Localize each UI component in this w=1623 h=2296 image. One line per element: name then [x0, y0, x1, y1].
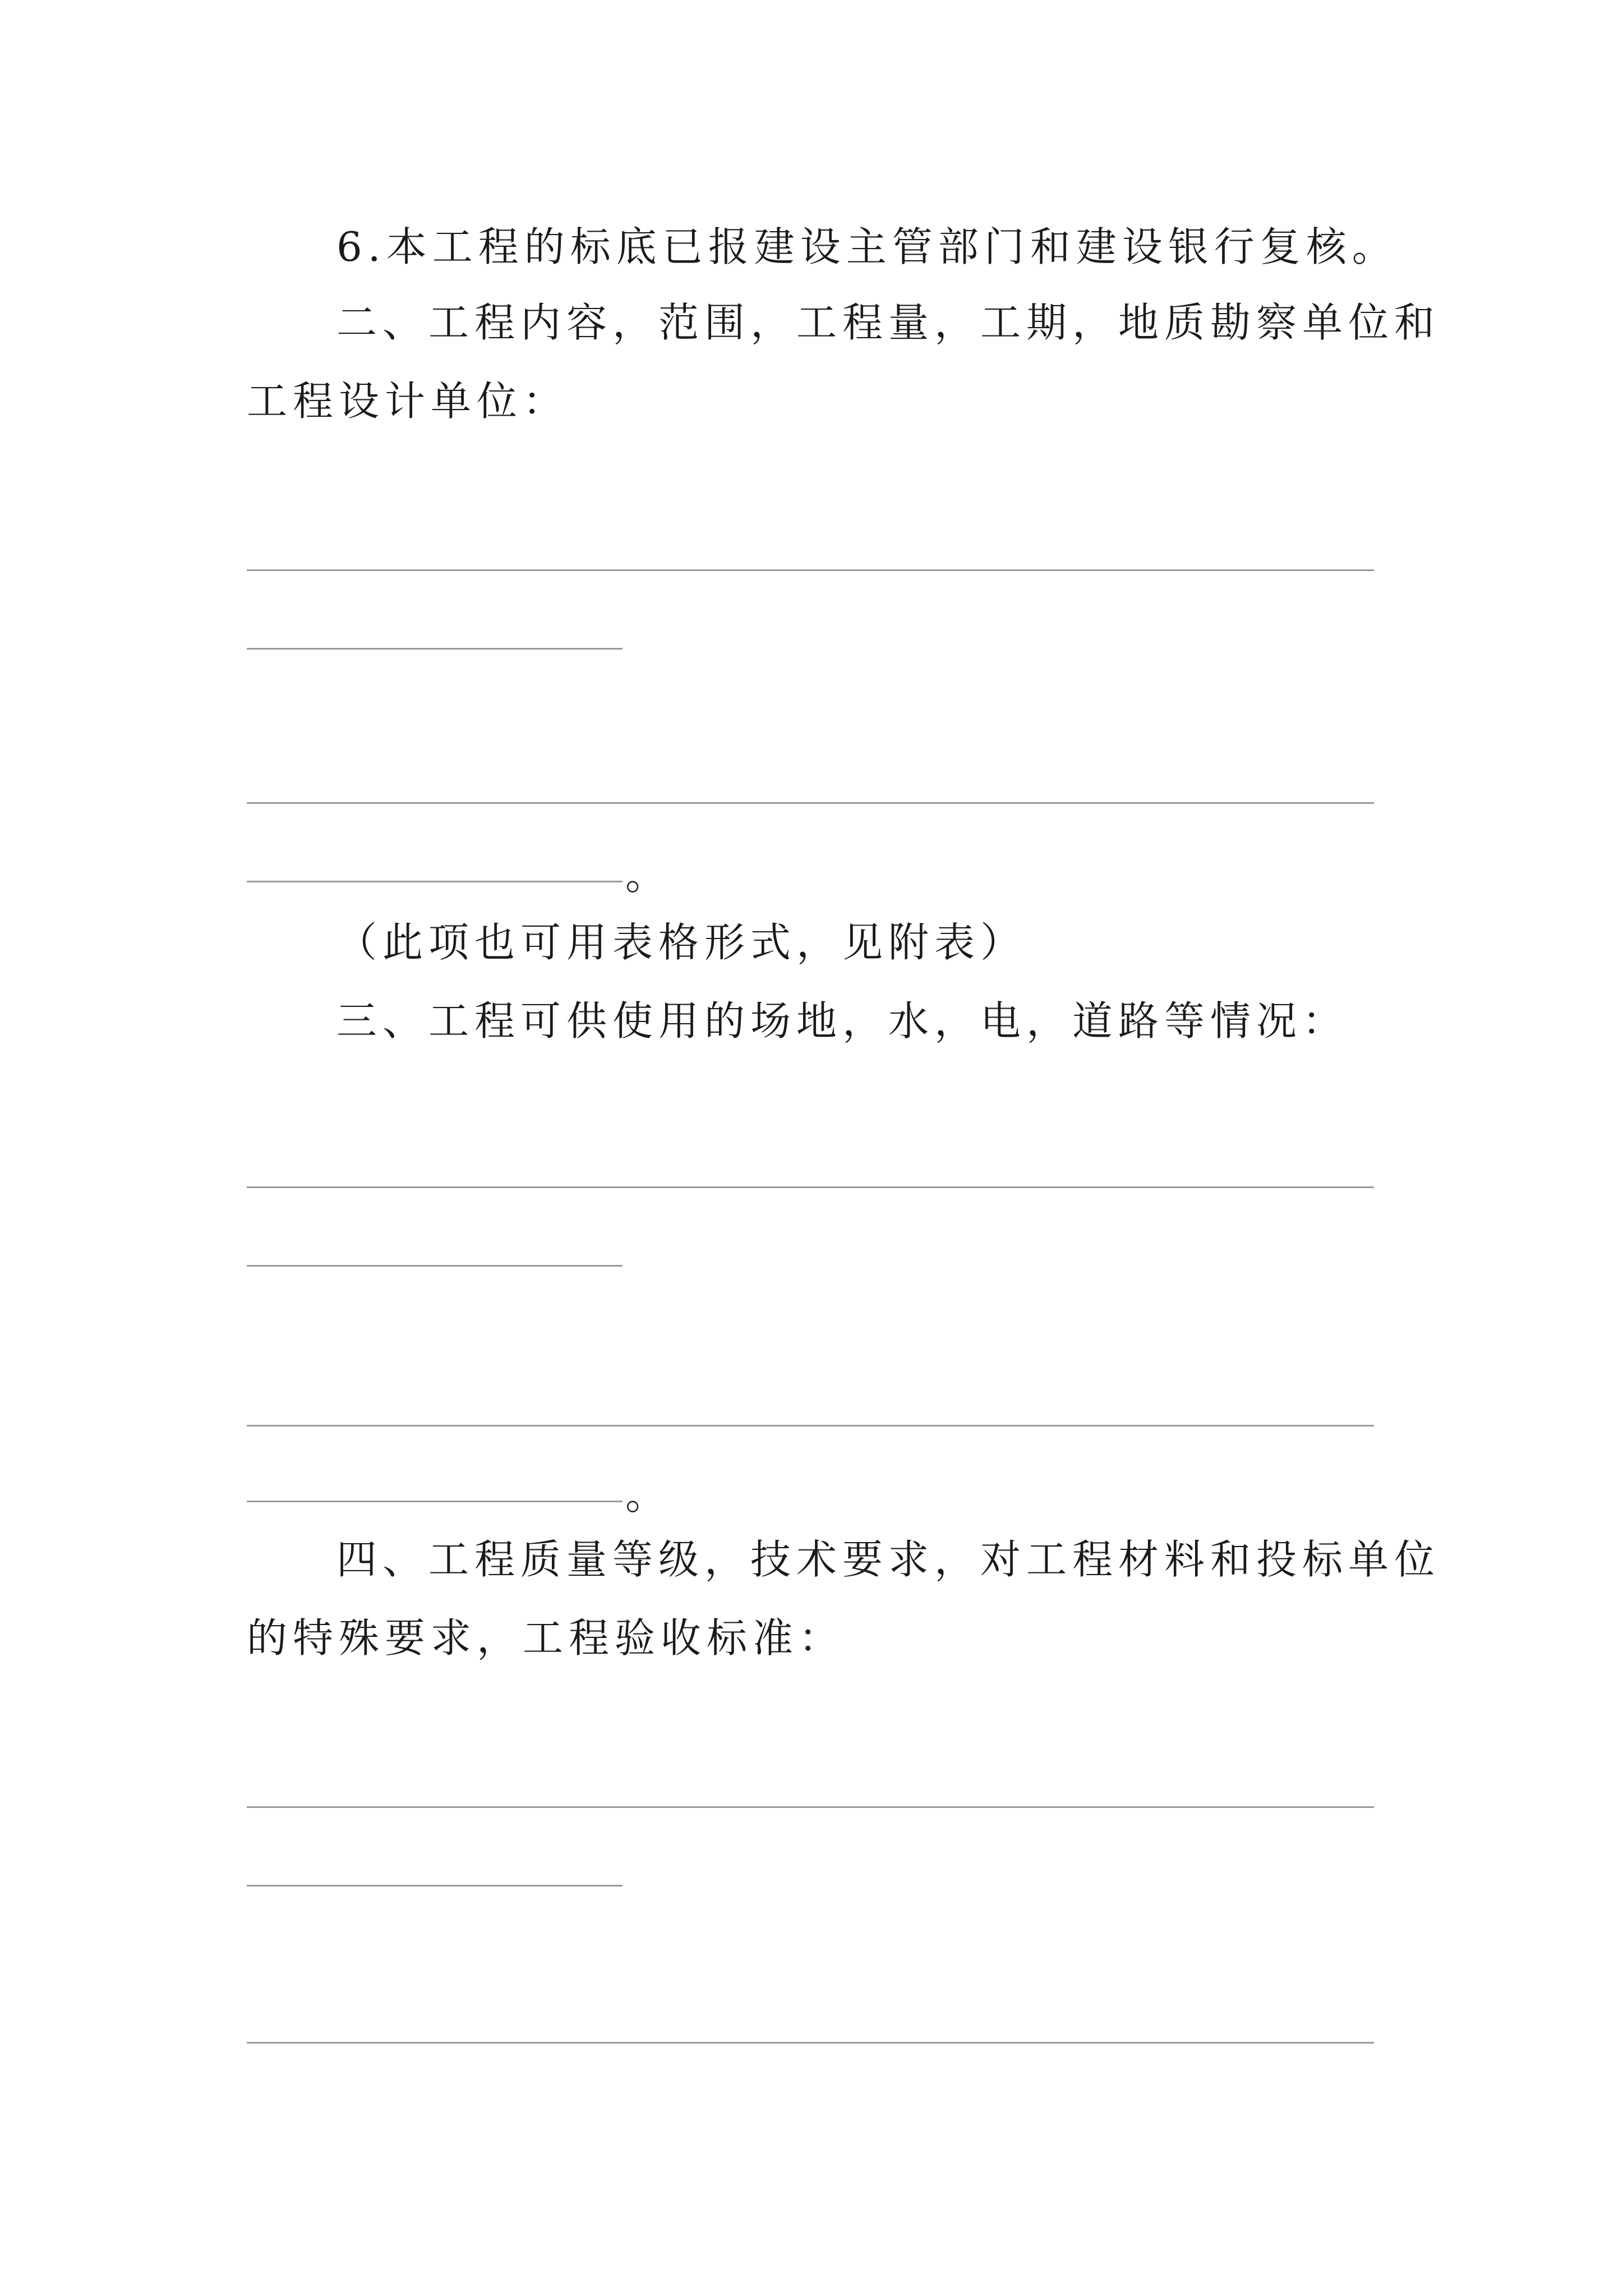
fill-in-blank-line [247, 1186, 1374, 1188]
fill-in-blank-line [247, 1425, 1374, 1427]
heading-section-two-line2: 工程设计单位： [247, 378, 569, 425]
fill-in-blank-line [247, 1806, 1374, 1808]
fill-in-blank-line [247, 2042, 1374, 2044]
fill-in-blank-line [247, 1265, 623, 1267]
heading-section-two-line1: 二、工程内容，范围，工程量，工期，地质勘察单位和 [336, 299, 1441, 346]
fill-in-blank-line [247, 881, 623, 882]
paragraph-standard-review: 6.本工程的标底已报建设主管部门和建设银行复核。 [336, 223, 1398, 270]
fill-in-blank-line [247, 569, 1374, 571]
heading-section-three: 三、工程可供使用的场地，水，电，道路等情况： [336, 997, 1349, 1045]
heading-section-four-line2: 的特殊要求，工程验收标准： [247, 1614, 845, 1662]
fill-in-blank-line [247, 648, 623, 650]
blank-end-period: 。 [625, 1471, 666, 1519]
fill-in-blank-line [247, 1885, 623, 1887]
fill-in-blank-line [247, 1501, 623, 1502]
fill-in-blank-line [247, 802, 1374, 804]
blank-end-period: 。 [625, 852, 666, 899]
heading-section-four-line1: 四、工程质量等级，技术要求，对工程材料和投标单位 [336, 1536, 1441, 1583]
note-table-form: （此项也可用表格形式，见附表） [336, 919, 1027, 966]
